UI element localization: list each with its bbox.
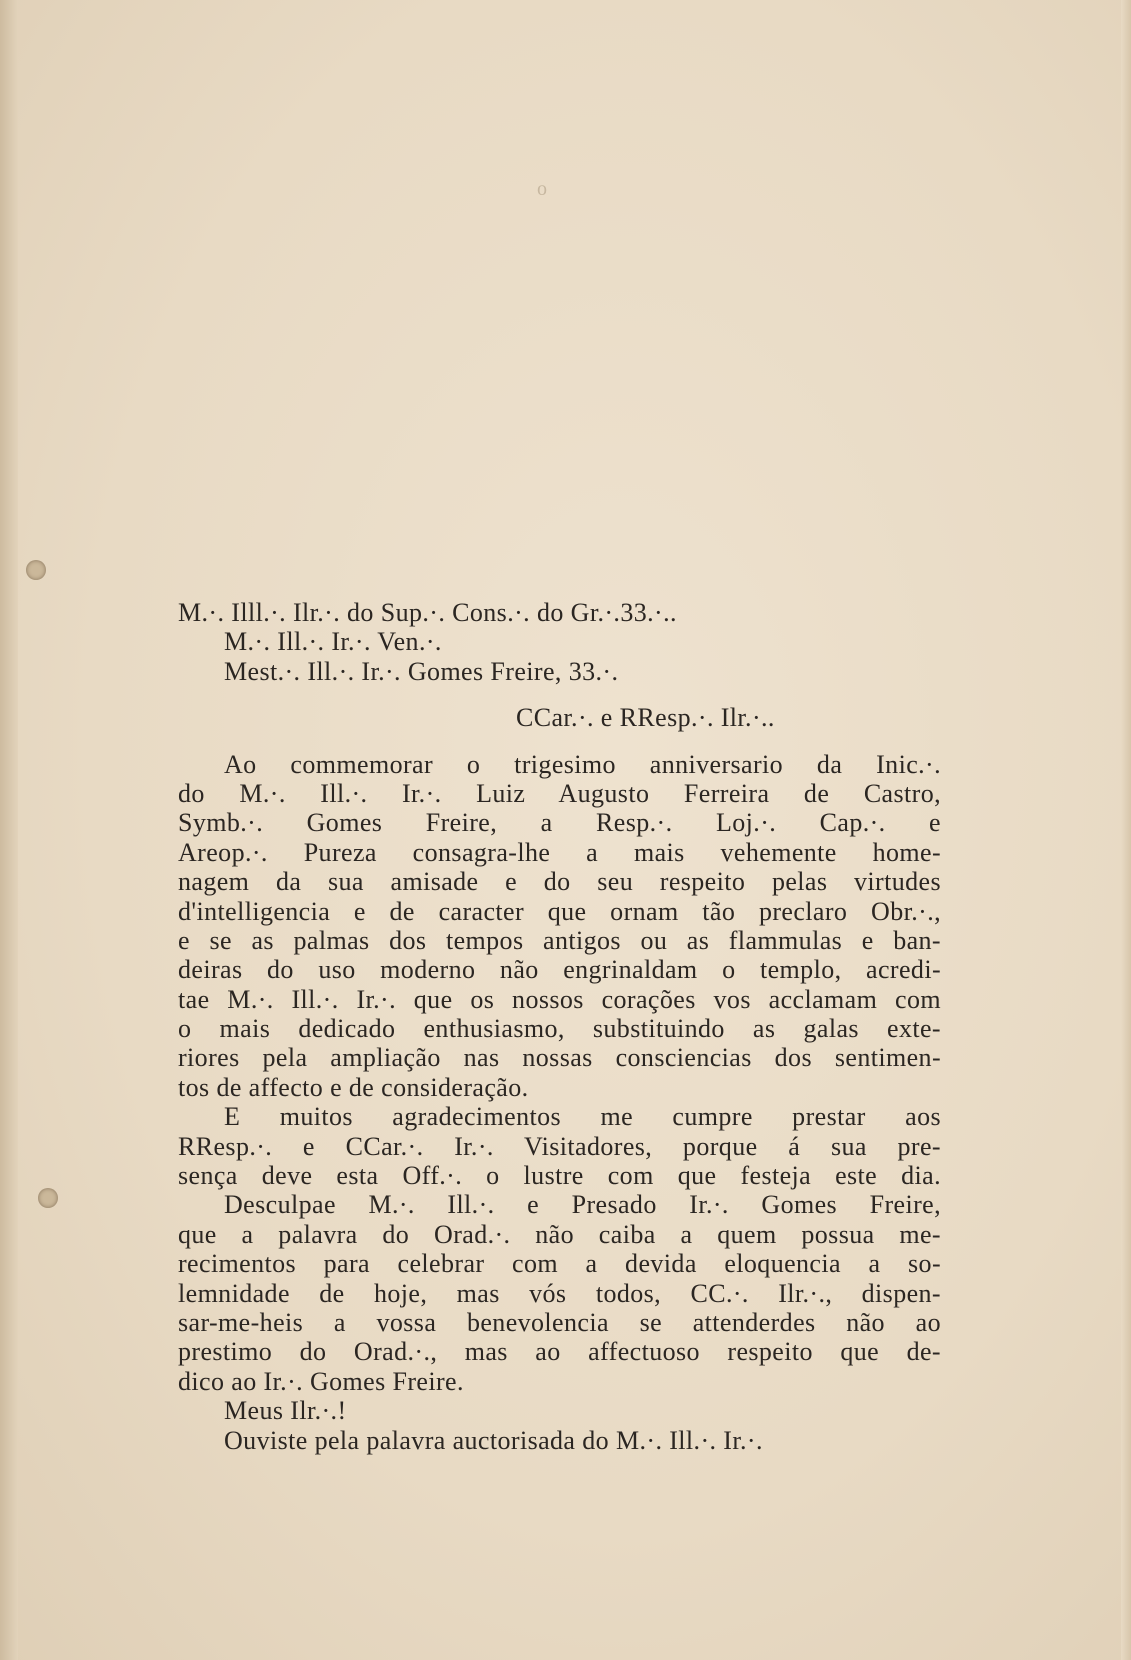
paragraph-line: Symb.·. Gomes Freire, a Resp.·. Loj.·. Cap.·. e (178, 808, 941, 838)
paragraph-line: riores pela ampliação nas nossas consciencias dos sentimen- (178, 1043, 941, 1073)
paragraph-line: que a palavra do Orad.·. não caiba a quem possua me- (178, 1219, 941, 1249)
paragraph-line: tos de affecto e de consideração. (178, 1072, 529, 1102)
page-mark: o (537, 178, 547, 200)
address-line: Mest.·. Ill.·. Ir.·. Gomes Freire, 33.·. (224, 656, 619, 686)
page-left-edge (0, 0, 18, 1660)
paragraph-line: tae M.·. Ill.·. Ir.·. que os nossos corações vos acclamam com (178, 984, 941, 1014)
paragraph-line: E muitos agradecimentos me cumpre prestar aos (224, 1102, 941, 1132)
paragraph-line: dico ao Ir.·. Gomes Freire. (178, 1366, 464, 1396)
address-line: M.·. Ill.·. Ir.·. Ven.·. (224, 627, 442, 657)
paragraph-line: prestimo do Orad.·., mas ao affectuoso respeito que de- (178, 1337, 941, 1367)
paragraph-line: do M.·. Ill.·. Ir.·. Luiz Augusto Ferreira de Castro, (178, 778, 941, 808)
binding-hole (26, 560, 46, 580)
letter-body (178, 598, 941, 1455)
paragraph-line: d'intelligencia e de caracter que ornam tão preclaro Obr.·., (178, 896, 941, 926)
salutation: CCar.·. e RResp.·. Ilr.·.. (516, 703, 775, 733)
paragraph-line: e se as palmas dos tempos antigos ou as flammulas e ban- (178, 925, 941, 955)
paragraph-line: Ao commemorar o trigesimo anniversario da Inic.·. (224, 749, 941, 779)
paragraph-line: deiras do uso moderno não engrinaldam o templo, acredi- (178, 955, 941, 985)
paragraph-line: o mais dedicado enthusiasmo, substituindo as galas exte- (178, 1014, 941, 1044)
paragraph-line: sença deve esta Off.·. o lustre com que festeja este dia. (178, 1161, 941, 1191)
paragraph-line: Ouviste pela palavra auctorisada do M.·. Ill.·. Ir.·. (224, 1425, 763, 1455)
paragraph-line: recimentos para celebrar com a devida eloquencia a so- (178, 1249, 941, 1279)
binding-hole (38, 1188, 58, 1208)
address-line: M.·. Illl.·. Ilr.·. do Sup.·. Cons.·. do Gr.·.33.·.. (178, 598, 677, 627)
paragraph-line: Desculpae M.·. Ill.·. e Presado Ir.·. Gomes Freire, (224, 1190, 941, 1220)
paragraph-line: lemnidade de hoje, mas vós todos, CC.·. Ilr.·., dispen- (178, 1278, 941, 1308)
paragraph-line: RResp.·. e CCar.·. Ir.·. Visitadores, porque á sua pre- (178, 1131, 941, 1161)
paragraph-line: Areop.·. Pureza consagra-lhe a mais vehemente home- (178, 837, 941, 867)
paragraph-line: Meus Ilr.·.! (224, 1396, 347, 1426)
page-right-edge (1121, 0, 1131, 1660)
paragraph-line: nagem da sua amisade e do seu respeito pelas virtudes (178, 867, 941, 897)
paragraph-line: sar-me-heis a vossa benevolencia se attenderdes não ao (178, 1307, 941, 1337)
